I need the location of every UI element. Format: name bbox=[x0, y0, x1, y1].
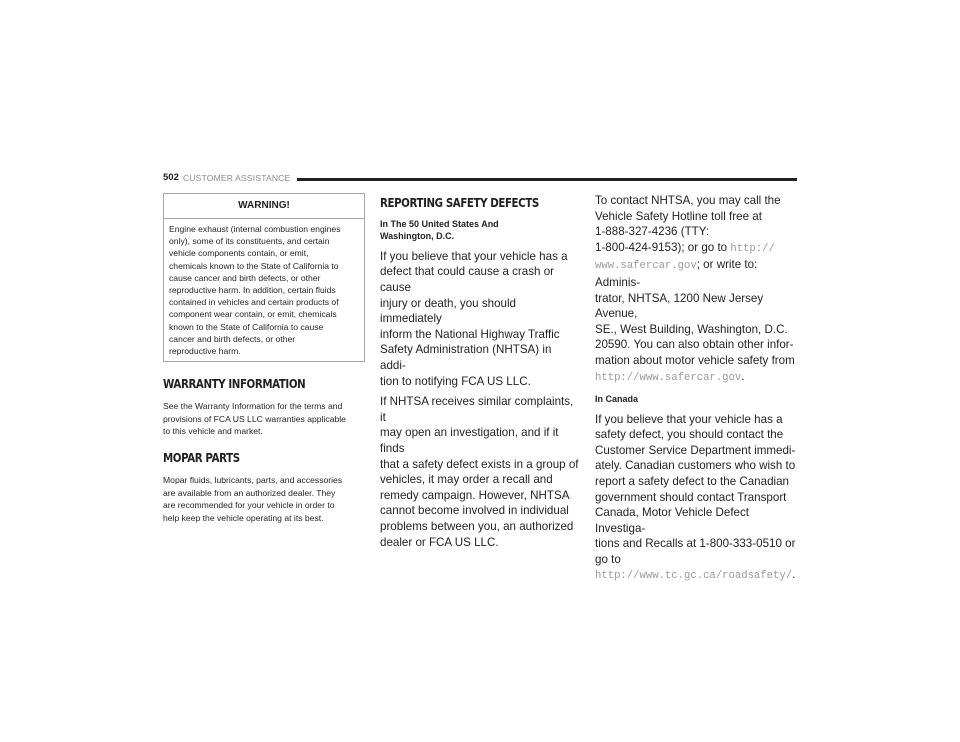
contact-paragraph bbox=[595, 193, 801, 386]
warning-line: Engine exhaust (internal combustion engines bbox=[169, 224, 341, 234]
safety-line: If you believe that your vehicle has a bbox=[380, 249, 568, 263]
safety-line: tion to notifying FCA US LLC. bbox=[380, 374, 531, 388]
warning-line: contained in vehicles and certain products of bbox=[169, 297, 339, 308]
warning-line: cancer and birth defects, or other bbox=[169, 333, 296, 344]
canada-line: report a safety defect to the Canadian bbox=[595, 474, 789, 488]
canada-line: Customer Service Department immedi- bbox=[595, 443, 796, 457]
canada-line: safety defect, you should contact the bbox=[595, 428, 784, 442]
safercar-link-part-1[interactable]: http:// bbox=[730, 242, 775, 255]
canada-line: government should contact Transport bbox=[595, 490, 787, 504]
safety-line: defect that could cause a crash or cause bbox=[380, 265, 555, 294]
us-subheading-line: Washington, D.C. bbox=[380, 231, 455, 242]
warranty-heading: WARRANTY INFORMATION bbox=[163, 376, 306, 392]
safety-paragraph-1 bbox=[380, 249, 580, 389]
warranty-line: See the Warranty Information for the terms and bbox=[163, 401, 343, 412]
safety-line: cannot become involved in individual bbox=[380, 504, 569, 518]
safety-heading: REPORTING SAFETY DEFECTS bbox=[380, 195, 539, 210]
contact-line: To contact NHTSA, you may call the bbox=[595, 194, 781, 207]
column-right bbox=[595, 193, 801, 585]
warning-line: reproductive harm. In addition, certain fluids bbox=[169, 285, 336, 296]
safety-line: problems between you, an authorized bbox=[380, 519, 574, 533]
mopar-line: are available from an authorized dealer. They bbox=[163, 487, 336, 498]
canada-line: ately. Canadian customers who wish to bbox=[595, 459, 796, 473]
canada-line bbox=[595, 552, 801, 585]
safercar-link-part-2[interactable]: www.safercar.gov bbox=[595, 260, 697, 273]
canada-text: . bbox=[792, 568, 796, 582]
warning-text bbox=[164, 219, 364, 361]
safety-line: that a safety defect exists in a group of bbox=[380, 457, 579, 471]
safety-line: Safety Administration (NHTSA) in addi- bbox=[380, 343, 552, 372]
us-subheading bbox=[380, 218, 580, 243]
canada-line: If you believe that your vehicle has a bbox=[595, 412, 783, 426]
warning-line: reproductive harm. bbox=[169, 346, 241, 357]
page-number: 502 bbox=[163, 172, 179, 183]
safety-paragraph-2 bbox=[380, 394, 580, 550]
contact-line: 1-888-327-4236 (TTY: bbox=[595, 225, 710, 239]
contact-line bbox=[595, 240, 801, 258]
safety-line: If NHTSA receives similar complaints, it bbox=[380, 395, 574, 424]
warranty-line: provisions of FCA US LLC warranties applicable bbox=[163, 413, 346, 424]
contact-line: Vehicle Safety Hotline toll free at bbox=[595, 209, 762, 223]
contact-line bbox=[595, 369, 801, 387]
canada-line: tions and Recalls at 1-800-333-0510 or bbox=[595, 537, 796, 551]
contact-line: trator, NHTSA, 1200 New Jersey Avenue, bbox=[595, 291, 764, 321]
safety-line: inform the National Highway Traffic bbox=[380, 327, 560, 341]
page-header bbox=[163, 172, 797, 186]
safercar-link[interactable]: http://www.safercar.gov bbox=[595, 371, 742, 384]
safety-line: dealer or FCA US LLC. bbox=[380, 535, 499, 549]
warning-line: cause cancer and birth defects, or other bbox=[169, 272, 321, 283]
header-rule bbox=[297, 178, 797, 181]
warranty-line: to this vehicle and market. bbox=[163, 426, 263, 437]
mopar-line: Mopar fluids, lubricants, parts, and accessories bbox=[163, 475, 343, 486]
transport-canada-link[interactable]: http://www.tc.gc.ca/roadsafety/ bbox=[595, 570, 793, 583]
mopar-line: are recommended for your vehicle in order to bbox=[163, 500, 335, 511]
section-name: CUSTOMER ASSISTANCE bbox=[183, 173, 291, 183]
mopar-text bbox=[163, 474, 365, 524]
safety-line: remedy campaign. However, NHTSA bbox=[380, 488, 570, 502]
safety-line: vehicles, it may order a recall and bbox=[380, 473, 553, 487]
warning-title: WARNING! bbox=[164, 194, 364, 219]
mopar-line: help keep the vehicle operating at its best. bbox=[163, 512, 324, 523]
canada-line: Canada, Motor Vehicle Defect Investiga- bbox=[595, 506, 750, 535]
canada-text: go to bbox=[595, 552, 621, 566]
warning-line: known to the State of California to cause bbox=[169, 321, 324, 332]
column-middle bbox=[380, 193, 580, 550]
contact-text: 1-800-424-9153); or go to bbox=[595, 240, 731, 254]
warning-line: vehicle components contain, or emit, bbox=[169, 248, 309, 259]
warning-line: chemicals known to the State of California to bbox=[169, 260, 339, 271]
column-left bbox=[163, 193, 365, 524]
mopar-heading: MOPAR PARTS bbox=[163, 450, 240, 466]
warning-line: component wear contain, or emit, chemicals bbox=[169, 309, 337, 320]
contact-line bbox=[595, 257, 801, 290]
safety-line: may open an investigation, and if it finds bbox=[380, 426, 559, 455]
canada-subheading: In Canada bbox=[595, 394, 639, 405]
contact-line: mation about motor vehicle safety from bbox=[595, 353, 795, 367]
contact-text: . bbox=[741, 369, 745, 383]
us-subheading-line: In The 50 United States And bbox=[380, 219, 499, 229]
warning-box bbox=[163, 193, 365, 362]
canada-paragraph bbox=[595, 412, 801, 586]
warranty-text bbox=[163, 400, 365, 437]
safety-line: injury or death, you should immediately bbox=[380, 296, 516, 326]
contact-line: 20590. You can also obtain other infor- bbox=[595, 338, 794, 352]
warning-line: only), some of its constituents, and certain bbox=[169, 236, 330, 247]
contact-text: ; or write to: Adminis- bbox=[595, 258, 758, 289]
contact-line: SE., West Building, Washington, D.C. bbox=[595, 322, 788, 336]
